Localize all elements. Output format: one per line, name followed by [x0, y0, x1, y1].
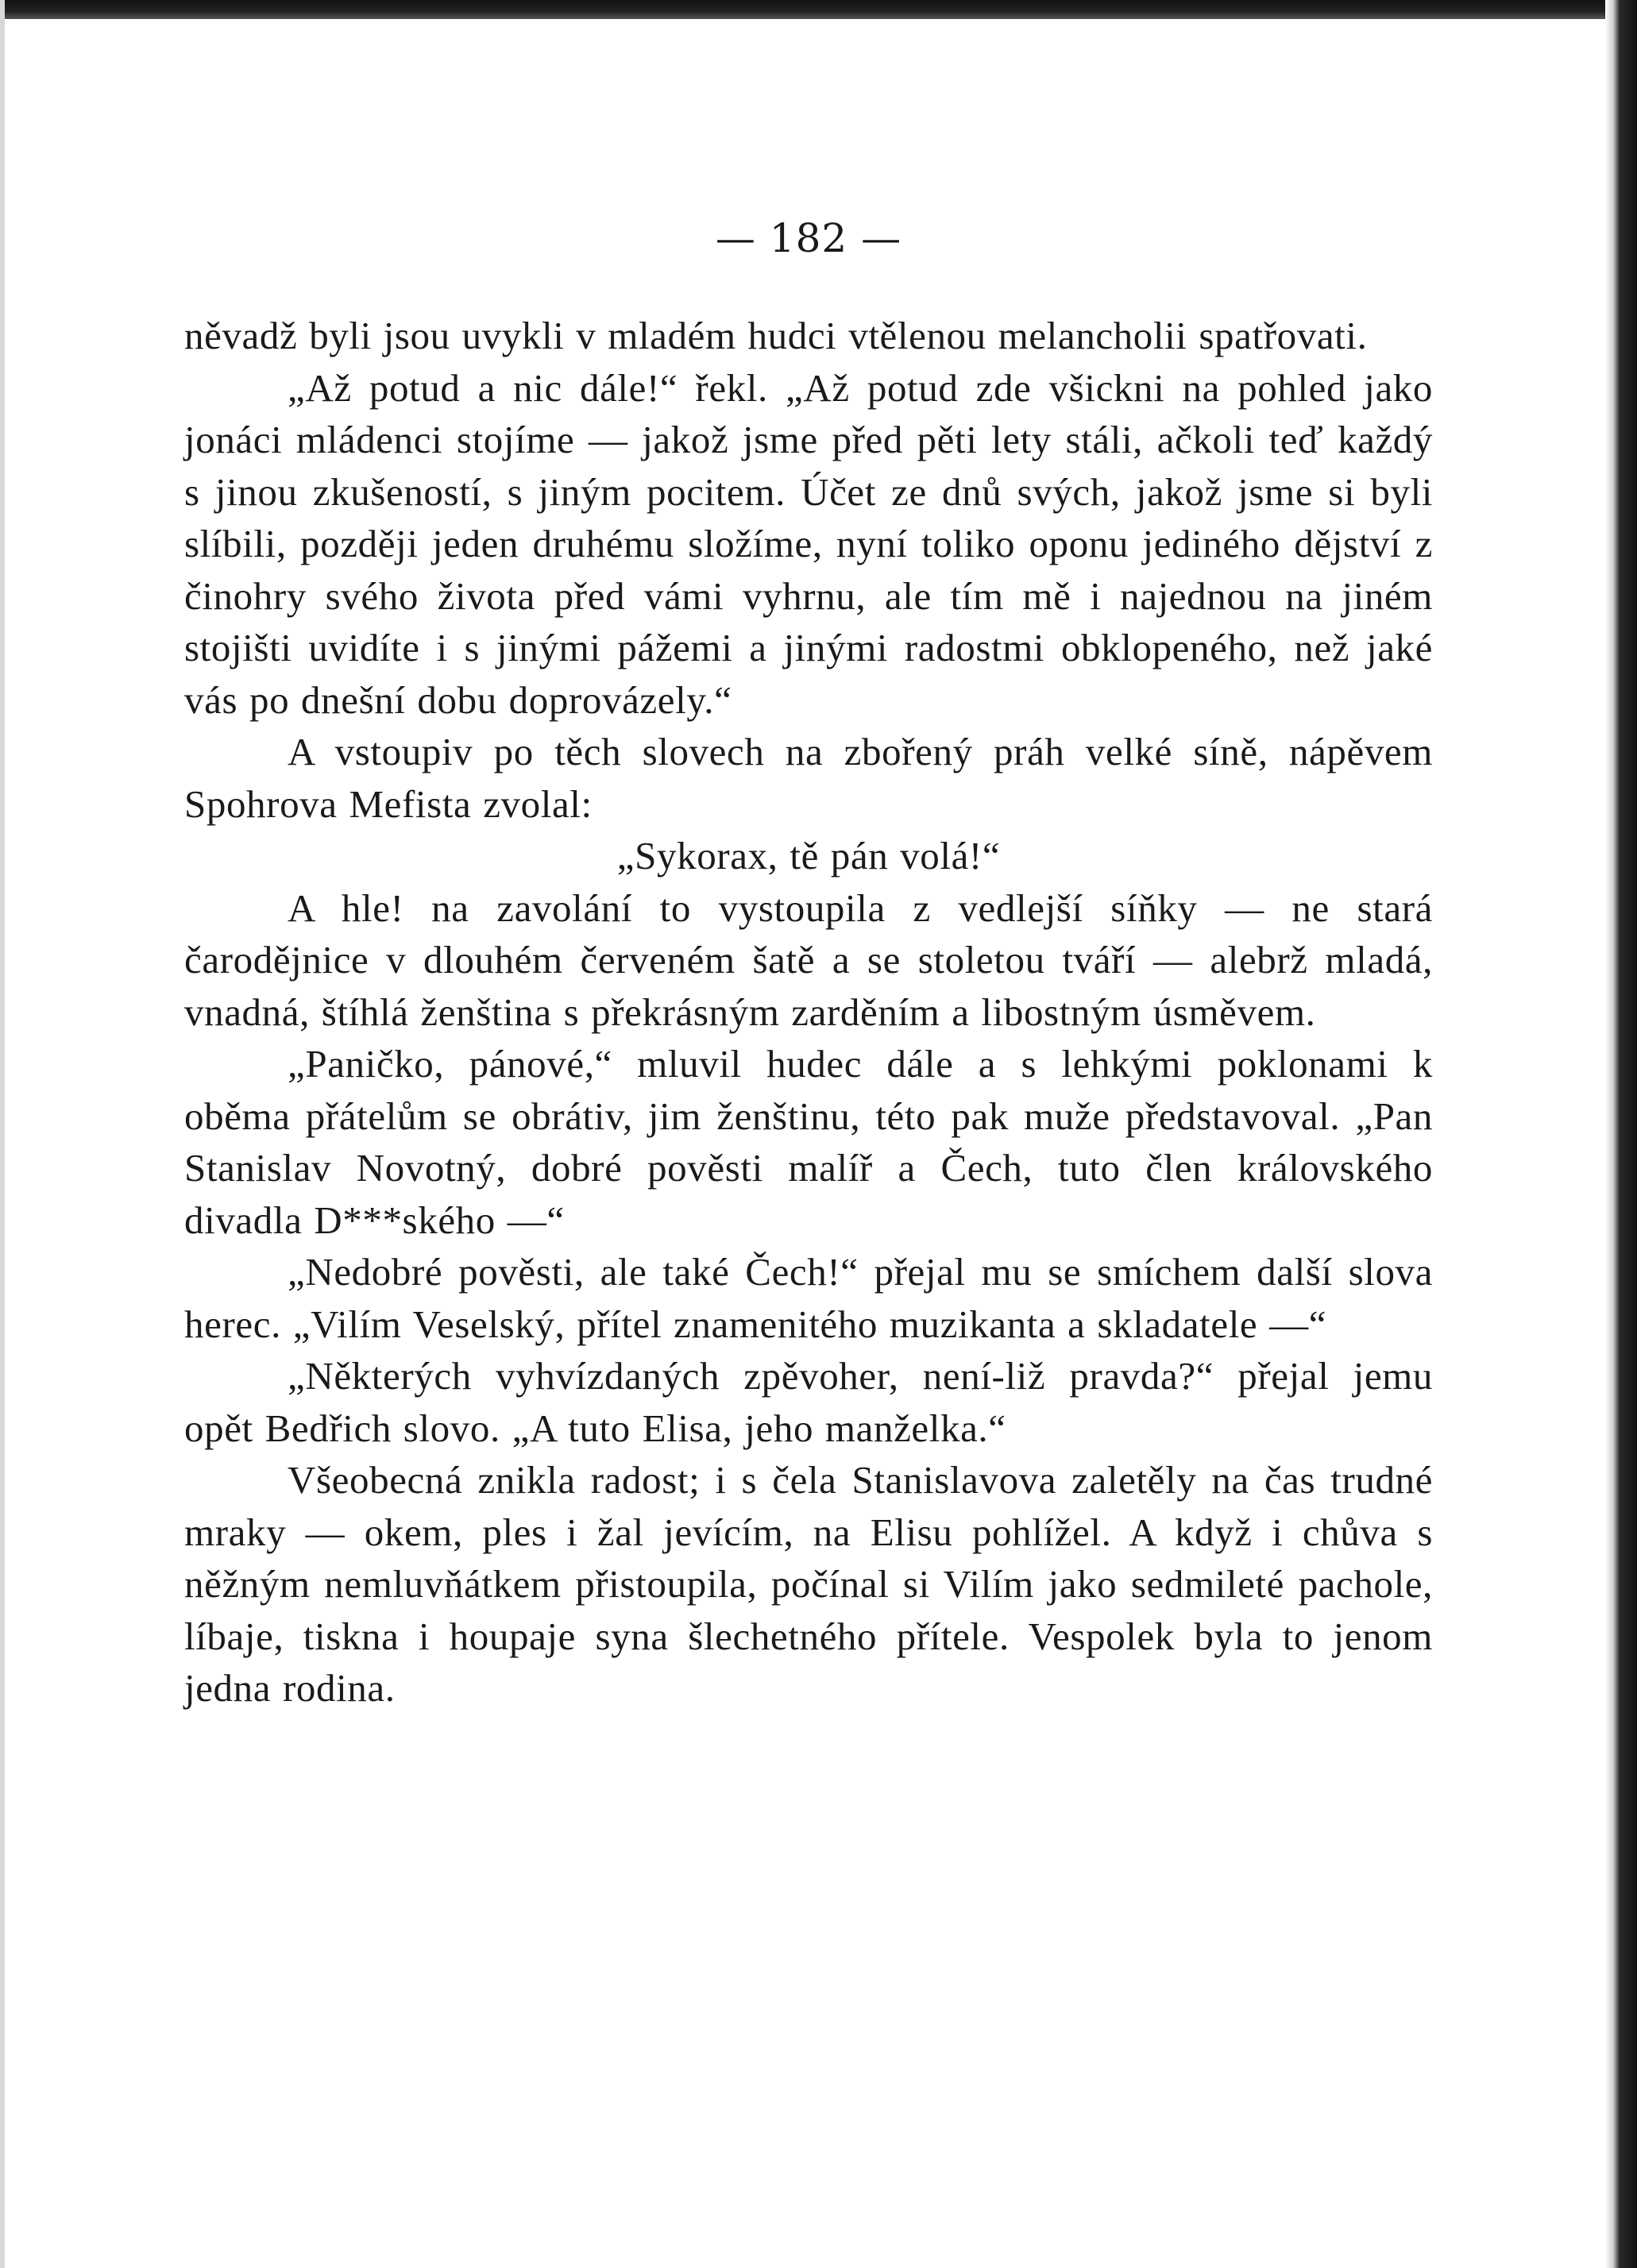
page-number: — 182 —	[715, 215, 902, 261]
body-text	[184, 310, 1433, 1714]
paragraph: „Některých vyhvízdaných zpěvoher, není-liž pravda?“ přejal jemu opět Bedřich slovo. „A tuto Elisa, jeho manželka.“	[184, 1354, 1433, 1450]
paragraph: Všeobecná znikla radost; i s čela Stanislavova zaletěly na čas trudné mraky — okem, ples i žal jevícím, na Elisu pohlížel. A když i chůva s něžným nemluvňátkem přistoupila, počínal si Vilím jako sedmileté pachole, líbaje, tiskna i houpaje syna šlechetného přítele. Vespolek byla to jenom jedna rodina.	[184, 1458, 1433, 1710]
paragraph-continuation: něvadž byli jsou uvykli v mladém hudci vtělenou melancholii spatřovati.	[184, 314, 1368, 357]
scan-border-top	[0, 0, 1637, 19]
paragraph-centered-quote: „Sykorax, tě pán volá!“	[616, 834, 1001, 878]
paragraph: „Nedobré pověsti, ale také Čech!“ přejal mu se smíchem další slova herec. „Vilím Veselský, přítel znamenitého muzikanta a skladatele —“	[184, 1250, 1433, 1346]
scan-border-right	[1605, 0, 1637, 2268]
paragraph: A vstoupiv po těch slovech na zbořený práh velké síně, nápěvem Spohrova Mefista zvolal:	[184, 730, 1433, 826]
paragraph: „Až potud a nic dále!“ řekl. „Až potud zde všickni na pohled jako jonáci mládenci stojíme — jakož jsme před pěti lety stáli, ačkoli teď každý s jinou zkušeností, s jiným pocitem. Účet ze dnů svých, jakož jsme si byli slíbili, později jeden druhému složíme, nyní toliko oponu jediného dějství z činohry svého života před vámi vyhrnu, ale tím mě i najednou na jiném stojišti uvidíte i s jinými pážemi a jinými radostmi obklopeného, než jaké vás po dnešní dobu doprovázely.“	[184, 365, 1433, 722]
paragraph: A hle! na zavolání to vystoupila z vedlejší síňky — ne stará čarodějnice v dlouhém červeném šatě a se stoletou tváří — alebrž mladá, vnadná, štíhlá ženština s překrásným zarděním a libostným úsměvem.	[184, 885, 1433, 1034]
paragraph: „Paničko, pánové,“ mluvil hudec dále a s lehkými poklonami k oběma přátelům se obrátiv, jim ženštinu, této pak muže představoval. „Pan Stanislav Novotný, dobré pověsti malíř a Čech, tuto člen královského divadla D***ského —“	[184, 1042, 1433, 1242]
scan-border-left	[0, 0, 5, 2268]
